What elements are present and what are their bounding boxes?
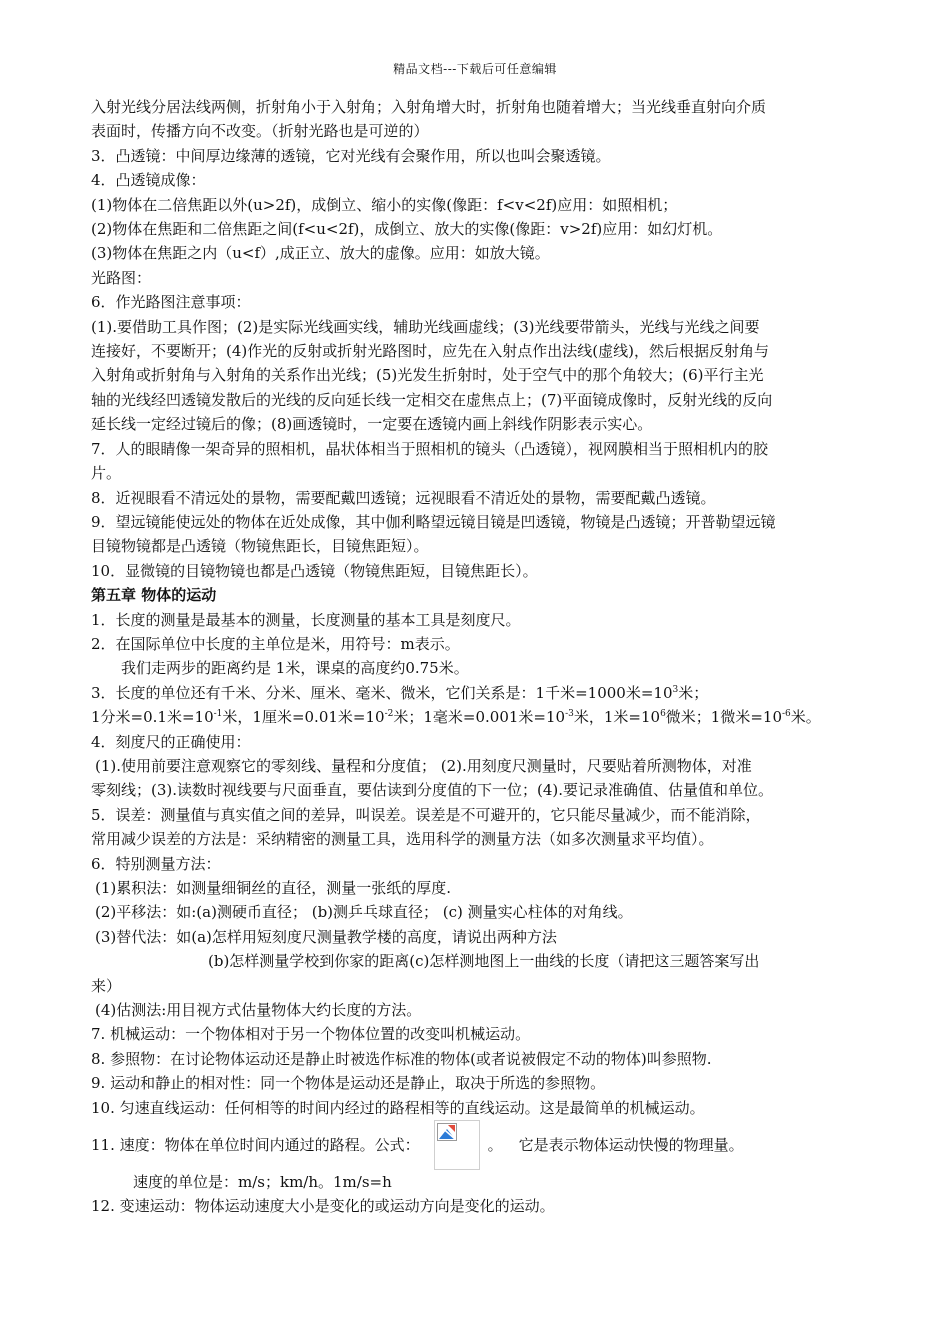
exponent: -3 (565, 709, 574, 720)
text-line: (1).要借助工具作图；(2)是实际光线画实线，辅助光线画虚线；(3)光线要带箭头，光线与光线之间要 (91, 317, 760, 336)
text-line: (3)物体在焦距之内（u<f）,成正立、放大的虚像。应用：如放大镜。 (91, 244, 550, 263)
text-segment: 1分米=0.1米=10 (91, 708, 214, 727)
text-segment: 微米；1微米=10 (665, 708, 782, 727)
text-segment: 米，1米=10 (573, 708, 661, 727)
text-line: 零刻线；(3).读数时视线要与尺面垂直，要估读到分度值的下一位；(4).要记录准确值、估量值和单位。 (91, 781, 774, 800)
text-line: 9．望远镜能使远处的物体在近处成像，其中伽利略望远镜目镜是凹透镜，物镜是凸透镜；开普勒望远镜 (91, 512, 776, 531)
text-segment: 。 (487, 1135, 503, 1154)
text-line: 片。 (91, 464, 122, 483)
text-line: 我们走两步的距离约是 1米，课桌的高度约0.75米。 (121, 659, 469, 678)
text-line: (1)累积法：如测量细铜丝的直径，测量一张纸的厚度. (95, 879, 452, 897)
exponent: -6 (782, 709, 791, 720)
text-segment: 米；1毫米=0.001米=10 (393, 708, 566, 727)
text-segment: 它是表示物体运动快慢的物理量。 (518, 1135, 744, 1154)
text-line: 1．长度的测量是最基本的测量，长度测量的基本工具是刻度尺。 (91, 610, 521, 629)
text-line: (2)平移法：如:(a)测硬币直径； (b)测乒乓球直径； (c) 测量实心柱体的对角线。 (95, 903, 633, 922)
text-line: 7．人的眼睛像一架奇异的照相机，晶状体相当于照相机的镜头（凸透镜），视网膜相当于照相机内的胶 (91, 439, 769, 458)
chapter-title: 第五章 物体的运动 (91, 586, 217, 605)
exponent: -2 (384, 709, 394, 720)
exponent: 6 (660, 709, 666, 720)
exponent: -1 (213, 709, 223, 720)
text-line: 5．误差：测量值与真实值之间的差异，叫误差。误差是不可避开的，它只能尽量减少，而不能消除， (91, 805, 761, 824)
text-line: 4．凸透镜成像： (91, 171, 206, 190)
text-line: 6．特别测量方法： (91, 854, 221, 873)
exponent: 3 (672, 684, 679, 695)
text-line: 10. 匀速直线运动：任何相等的时间内经过的路程相等的直线运动。这是最简单的机械运动。 (91, 1098, 705, 1117)
text-line: 表面时，传播方向不改变。（折射光路也是可逆的） (91, 122, 429, 141)
text-line: 8. 参照物：在讨论物体运动还是静止时被选作标准的物体(或者说被假定不动的物体)叫参照物. (91, 1049, 712, 1068)
speed-definition-line (91, 1120, 859, 1170)
text-line-units (91, 705, 859, 729)
page-header: 精品文档---下载后可任意编辑 (393, 62, 557, 76)
text-line: 4．刻度尺的正确使用： (91, 732, 251, 751)
text-line: 7. 机械运动：一个物体相对于另一个物体位置的改变叫机械运动。 (91, 1025, 531, 1044)
text-segment: 11. 速度：物体在单位时间内通过的路程。公式： (91, 1135, 420, 1154)
text-line: 12. 变速运动：物体运动速度大小是变化的或运动方向是变化的运动。 (91, 1197, 555, 1216)
text-line-units (91, 681, 859, 705)
text-line: (3)替代法：如(a)怎样用短刻度尺测量教学楼的高度，请说出两种方法 (95, 927, 557, 946)
broken-image-icon (437, 1123, 457, 1141)
text-line: (b)怎样测量学校到你家的距离(c)怎样测地图上一曲线的长度（请把这三题答案写出 (208, 952, 760, 971)
text-segment: 米。 (790, 708, 821, 727)
text-line: 来） (91, 976, 122, 995)
text-line: 10．显微镜的目镜物镜也都是凸透镜（物镜焦距短，目镜焦距长）。 (91, 561, 538, 580)
text-segment: 米； (678, 683, 709, 702)
text-line: 速度的单位是：m/s；km/h。1m/s=h (133, 1173, 392, 1192)
text-line: (4)估测法:用目视方式估量物体大约长度的方法。 (95, 1001, 422, 1020)
text-segment: 米，1厘米=0.01米=10 (222, 708, 385, 727)
text-line: (1)物体在二倍焦距以外(u>2f)，成倒立、缩小的实像(像距：f<v<2f)应用：如照相机； (91, 195, 678, 214)
text-line: (1).使用前要注意观察它的零刻线、量程和分度值； (2).用刻度尺测量时，尺要贴着所测物体，对准 (95, 756, 752, 775)
text-line: 2．在国际单位中长度的主单位是米，用符号：m表示。 (91, 634, 460, 653)
text-line: 目镜物镜都是凸透镜（物镜焦距长，目镜焦距短）。 (91, 537, 429, 556)
text-line: 光路图： (91, 268, 152, 287)
formula-image (434, 1120, 480, 1170)
document-body (91, 95, 859, 1219)
text-line: 连接好，不要断开；(4)作光的反射或折射光路图时，应先在入射点作出法线(虚线)，然后根据反射角与 (91, 342, 769, 361)
text-line: 9. 运动和静止的相对性：同一个物体是运动还是静止，取决于所选的参照物。 (91, 1074, 606, 1093)
text-line: 常用减少误差的方法是：采纳精密的测量工具，选用科学的测量方法（如多次测量求平均值）。 (91, 830, 714, 849)
text-segment: 3．长度的单位还有千米、分米、厘米、毫米、微米，它们关系是：1千米=1000米=10 (91, 683, 673, 702)
text-line: 3．凸透镜：中间厚边缘薄的透镜，它对光线有会聚作用，所以也叫会聚透镜。 (91, 146, 611, 165)
text-line: (2)物体在焦距和二倍焦距之间(f<u<2f)，成倒立、放大的实像(像距：v>2f)应用：如幻灯机。 (91, 220, 723, 239)
text-line: 延长线一定经过镜后的像；(8)画透镜时，一定要在透镜内画上斜线作阴影表示实心。 (91, 415, 653, 434)
text-line: 入射角或折射角与入射角的关系作出光线；(5)光发生折射时，处于空气中的那个角较大；(6)平行主光 (91, 366, 764, 385)
text-line: 入射光线分居法线两侧，折射角小于入射角；入射角增大时，折射角也随着增大；当光线垂直射向介质 (91, 98, 767, 116)
text-line: 8．近视眼看不清远处的景物，需要配戴凹透镜；远视眼看不清近处的景物，需要配戴凸透镜。 (91, 488, 716, 507)
text-line: 轴的光线经凹透镜发散后的光线的反向延长线一定相交在虚焦点上；(7)平面镜成像时，反射光线的反向 (91, 390, 773, 409)
text-line: 6．作光路图注意事项： (91, 293, 251, 312)
